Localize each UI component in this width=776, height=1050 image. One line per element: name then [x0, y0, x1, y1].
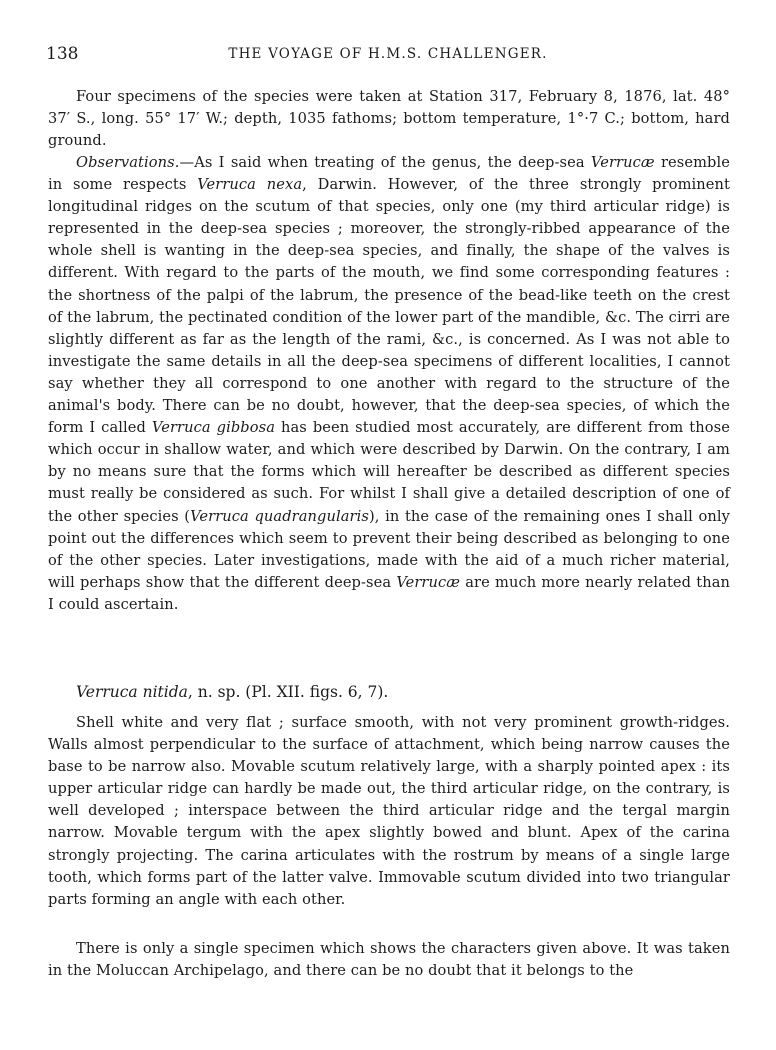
running-title: THE VOYAGE OF H.M.S. CHALLENGER. — [228, 46, 548, 62]
observations-label: Observations. — [76, 154, 180, 171]
taxon-name: Verrucæ — [590, 154, 655, 171]
species-plate-reference: , n. sp. (Pl. XII. figs. 6, 7). — [187, 683, 389, 701]
taxon-name: Verruca nexa — [197, 176, 303, 194]
page-header — [46, 44, 730, 68]
paragraph-station-record: Four specimens of the species were taken at Station 317, February 8, 1876, lat. 48° 37′ S., long. 55° 17′ W.; depth, 1035 fathoms; bottom temperature, 1°·7 C.; bottom, hard ground. — [48, 88, 730, 150]
taxon-name: Verruca quadrangularis — [190, 507, 369, 525]
taxon-name: Verruca gibbosa — [151, 419, 276, 437]
paragraph-specimen-note: There is only a single specimen which shows the characters given above. It was taken in the Moluccan Archipelago, and there can be no doubt that it belongs to the — [48, 940, 730, 980]
paragraph-species-description: Shell white and very flat ; surface smooth, with not very prominent growth-ridges. Walls almost perpendicular to the surface of attachment, which being narrow causes the base to be narrow also. Movable scutum relatively large, with a sharply pointed apex : its upper articular ridge can hardly be made out, the third articular ridge, on the contrary, is well developed ; interspace between the third articular ridge and the tergal margin narrow. Movable tergum with the apex slightly bowed and blunt. Apex of the carina strongly projecting. The carina articulates with the rostrum by means of a single large tooth, which forms part of the latter valve. Immovable scutum divided into two triangular parts forming an angle with each other. — [48, 714, 730, 908]
taxon-name: Verrucæ — [396, 573, 461, 591]
page-number: 138 — [46, 44, 79, 64]
species-heading — [76, 681, 388, 703]
paragraph-observations: Observations.—As I said when treating of the genus, the deep-sea Verrucæ resemble in some respects Verruca nexa, Darwin. However, of the three strongly prominent longitudinal ridges on the scutum of that species, only one (my third articular ridge) is represented in the deep-sea species ; moreover, the strongly-ribbed appearance of the whole shell is wanting in the deep-sea species, and finally, the shape of the valves is different. With regard to the parts of the mouth, we find some corresponding features : the shortness of the palpi of the labrum, the presence of the bead-like teeth on the crest of the labrum, the pectinated condition of the lower part of the mandible, &c. The cirri are slightly different as far as the length of the rami, &c., is concerned. As I was not able to investigate the same details in all the deep-sea specimens of different localities, I cannot say whether they all correspond to one another with regard to the structure of the animal's body. There can be no doubt, however, that the deep-sea species, of which the form I called Verruca gibbosa has been studied most accurately, are different from those which occur in shallow water, and which were described by Darwin. On the contrary, I am by no means sure that the forms which will hereafter be described as different species must really be considered as such. For whilst I shall give a detailed description of one of the other species (Verruca quadrangularis), in the case of the remaining ones I shall only point out the differences which seem to prevent their being described as belonging to one of the other species. Later investigations, made with the aid of a much richer material, will perhaps show that the different deep-sea Verrucæ are much more nearly related than I could ascertain. — [48, 154, 731, 613]
species-name: Verruca nitida — [76, 683, 188, 701]
